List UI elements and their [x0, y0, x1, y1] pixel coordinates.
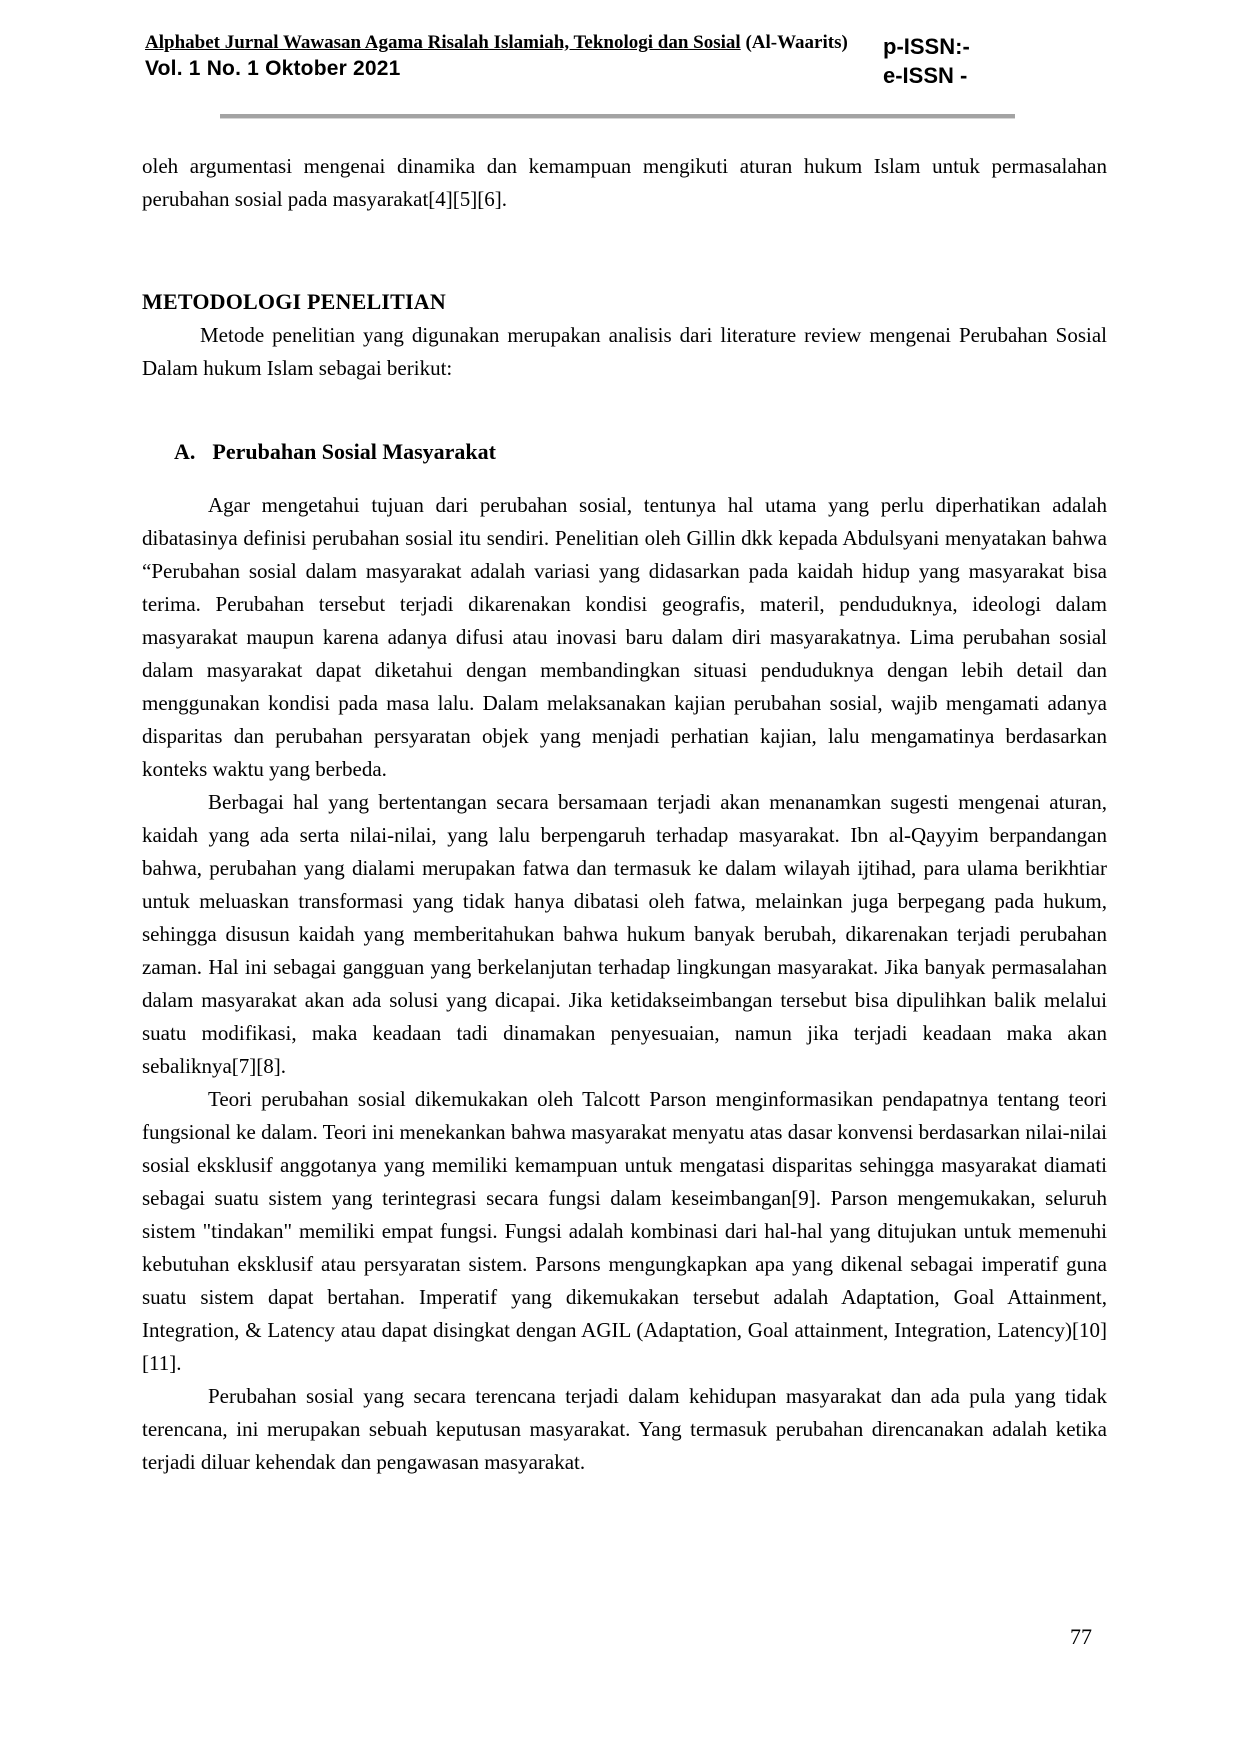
paragraph-method: Metode penelitian yang digunakan merupakan analisis dari literature review mengenai Perubahan Sosial Dalam hukum Islam sebagai berikut: [142, 323, 1107, 380]
paragraph-intro: oleh argumentasi mengenai dinamika dan kemampuan mengikuti aturan hukum Islam untuk permasalahan perubahan sosial pada masyarakat[4][5][6]. [142, 154, 1107, 211]
paragraph-ibn-al-qayyim: Berbagai hal yang bertentangan secara bersamaan terjadi akan menanamkan sugesti mengenai aturan, kaidah yang ada serta nilai-nilai, yang lalu berpengaruh terhadap masyarakat. Ibn al-Qayyim berpandangan bahwa, perubahan yang dialami merupakan fatwa dan termasuk ke dalam wilayah ijtihad, para ulama berikhtiar untuk meluaskan transformasi yang tidak hanya dibatasi oleh fatwa, melainkan juga berpegang pada hukum, sehingga disusun kaidah yang memberitahukan bahwa hukum banyak berubah, dikarenakan terjadi perubahan zaman. Hal ini sebagai gangguan yang berkelanjutan terhadap lingkungan masyarakat. Jika banyak permasalahan dalam masyarakat akan ada solusi yang dicapai. Jika ketidakseimbangan tersebut bisa dipulihkan balik melalui suatu modifikasi, maka keadaan tadi dinamakan penyesuaian, namun jika terjadi keadaan maka akan sebaliknya[7][8]. [142, 790, 1107, 1078]
body-paragraphs [142, 489, 1107, 1479]
page-header [145, 30, 1145, 90]
issn-block [883, 30, 970, 90]
section-heading-metodologi: METODOLOGI PENELITIAN [142, 289, 446, 314]
paragraph-perubahan-sosial-definisi: Agar mengetahui tujuan dari perubahan sosial, tentunya hal utama yang perlu diperhatikan adalah dibatasinya definisi perubahan sosial itu sendiri. Penelitian oleh Gillin dkk kepada Abdulsyani menyatakan bahwa “Perubahan sosial dalam masyarakat adalah variasi yang didasarkan pada kaidah hidup yang masyarakat bisa terima. Perubahan tersebut terjadi dikarenakan kondisi geografis, materil, penduduknya, ideologi dalam masyarakat maupun karena adanya difusi atau inovasi baru dalam diri masyarakatnya. Lima perubahan sosial dalam masyarakat dapat diketahui dengan membandingkan situasi penduduknya dengan lebih detail dan menggunakan kondisi pada masa lalu. Dalam melaksanakan kajian perubahan sosial, wajib mengamati adanya disparitas dan perubahan persyaratan objek yang menjadi perhatian kajian, lalu mengamatinya berdasarkan konteks waktu yang berbeda. [142, 493, 1107, 781]
paragraph-perubahan-terencana: Perubahan sosial yang secara terencana terjadi dalam kehidupan masyarakat dan ada pula yang tidak terencana, ini merupakan sebuah keputusan masyarakat. Yang termasuk perubahan direncanakan adalah ketika terjadi diluar kehendak dan pengawasan masyarakat. [142, 1384, 1107, 1474]
page-number: 77 [1070, 1624, 1092, 1649]
journal-title-suffix: (Al-Waarits) [740, 32, 848, 53]
journal-title: Alphabet Jurnal Wawasan Agama Risalah Islamiah, Teknologi dan Sosial [145, 32, 741, 53]
subsection-title: Perubahan Sosial Masyarakat [212, 439, 496, 464]
header-left-block [145, 30, 883, 82]
paragraph-talcott-parson: Teori perubahan sosial dikemukakan oleh Talcott Parson menginformasikan pendapatnya tentang teori fungsional ke dalam. Teori ini menekankan bahwa masyarakat menyatu atas dasar konvensi berdasarkan nilai-nilai sosial eksklusif anggotanya yang memiliki kemampuan untuk mengatasi disparitas sehingga masyarakat diamati sebagai suatu sistem yang terintegrasi secara fungsi dalam keseimbangan[9]. Parson mengemukakan, seluruh sistem "tindakan" memiliki empat fungsi. Fungsi adalah kombinasi dari hal-hal yang ditujukan untuk memenuhi kebutuhan eksklusif atau persyaratan sistem. Parsons mengungkapkan apa yang dikenal sebagai imperatif guna suatu sistem dapat bertahan. Imperatif yang dikemukakan tersebut adalah Adaptation, Goal Attainment, Integration, & Latency atau dapat disingkat dengan AGIL (Adaptation, Goal attainment, Integration, Latency)[10][11]. [142, 1087, 1107, 1375]
e-issn-label: e-ISSN - [883, 63, 968, 88]
journal-title-line [145, 30, 883, 55]
volume-issue-line: Vol. 1 No. 1 Oktober 2021 [145, 57, 401, 80]
article-body [142, 150, 1107, 1479]
subsection-heading [142, 435, 1107, 469]
subsection-label: A. [174, 439, 196, 464]
p-issn-label: p-ISSN:- [883, 34, 970, 59]
header-divider [220, 114, 1015, 119]
